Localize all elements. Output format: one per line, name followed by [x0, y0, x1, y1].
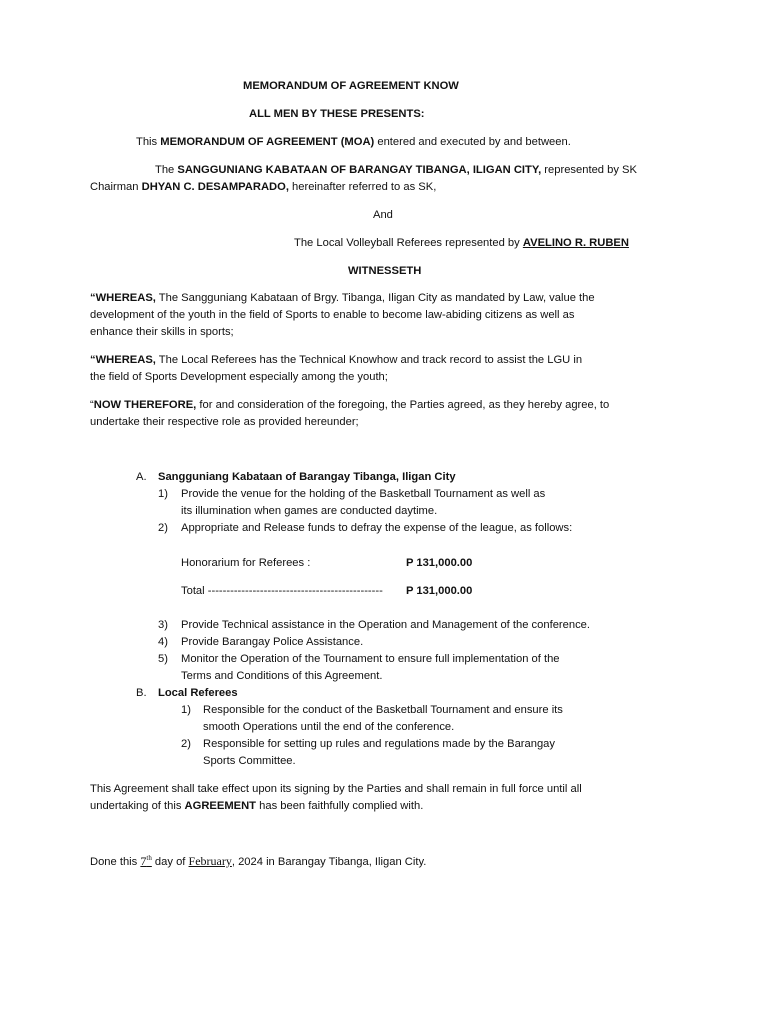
section-a-item-1-num: 1) [158, 488, 168, 500]
now-therefore-line-2: undertake their respective role as provided hereunder; [90, 416, 359, 428]
section-a-item-1-line-1: Provide the venue for the holding of the Basketball Tournament as well as [181, 488, 546, 500]
party1-name: SANGGUNIANG KABATAAN OF BARANGAY TIBANGA, ILIGAN CITY, [177, 164, 542, 176]
done-day-suffix: th [146, 854, 152, 862]
effect-line2-pre: undertaking of this [90, 800, 185, 812]
whereas2-line-2: the field of Sports Development especially among the youth; [90, 371, 388, 383]
section-b-item-1-line-2: smooth Operations until the end of the conference. [203, 721, 455, 733]
chairman-name: DHYAN C. DESAMPARADO, [141, 181, 289, 193]
section-b-heading: Local Referees [158, 687, 238, 699]
party1-pre: The [155, 164, 178, 176]
done-mid: day of [151, 856, 189, 868]
effect-line2-post: has been faithfully complied with. [256, 800, 424, 812]
section-b-item-2-line-2: Sports Committee. [203, 755, 296, 767]
honorarium-label: Honorarium for Referees : [181, 557, 311, 569]
party2-name: AVELINO R. RUBEN [522, 237, 629, 249]
intro-post: entered and executed by and between. [374, 136, 571, 148]
done-day [140, 854, 151, 868]
section-a-item-3-line-1: Provide Technical assistance in the Operation and Management of the conference. [181, 619, 591, 631]
whereas2-line-1 [90, 352, 582, 369]
section-b-item-1-line-1: Responsible for the conduct of the Basketball Tournament and ensure its [203, 704, 563, 716]
effect-line-1: This Agreement shall take effect upon its signing by the Parties and shall remain in full force until all [90, 783, 582, 795]
done-day-number: 7 [140, 854, 147, 868]
party1-line-2 [90, 179, 436, 196]
moa-term: MEMORANDUM OF AGREEMENT (MOA) [160, 136, 375, 148]
section-a-heading: Sangguniang Kabataan of Barangay Tibanga, Iligan City [158, 471, 456, 483]
whereas1-text-1: The Sangguniang Kabataan of Brgy. Tibanga, Iligan City as mandated by Law, value the [155, 292, 595, 304]
whereas2-text-1: The Local Referees has the Technical Knowhow and track record to assist the LGU in [155, 354, 583, 366]
now-therefore-text-1: for and consideration of the foregoing, the Parties agreed, as they hereby agree, to [196, 399, 610, 411]
section-a-item-2-line-1: Appropriate and Release funds to defray the expense of the league, as follows: [181, 522, 573, 534]
section-a-item-3-num: 3) [158, 619, 168, 631]
done-line [90, 853, 426, 871]
whereas1-label: “WHEREAS, [90, 292, 156, 304]
party1-post: represented by SK [541, 164, 637, 176]
now-therefore-label: NOW THEREFORE, [93, 399, 197, 411]
done-month: February [188, 854, 232, 868]
done-post: , 2024 in Barangay Tibanga, Iligan City. [231, 856, 427, 868]
party1-line2-pre: Chairman [90, 181, 142, 193]
party2-pre: The Local Volleyball Referees represented by [294, 237, 523, 249]
section-b-item-2-num: 2) [181, 738, 191, 750]
section-a-marker: A. [136, 471, 147, 483]
intro-pre: This [136, 136, 161, 148]
whereas1-line-1 [90, 290, 595, 307]
total-label: Total ----------------------------------------------- [181, 585, 383, 597]
intro-paragraph [136, 134, 571, 151]
party1-line2-post: hereinafter referred to as SK, [288, 181, 437, 193]
done-pre: Done this [90, 856, 141, 868]
total-amount: P 131,000.00 [406, 585, 473, 597]
section-a-item-5-line-1: Monitor the Operation of the Tournament to ensure full implementation of the [181, 653, 560, 665]
title-line-1: MEMORANDUM OF AGREEMENT KNOW [243, 80, 459, 92]
section-a-item-2-num: 2) [158, 522, 168, 534]
effect-line-2 [90, 798, 423, 815]
and-label: And [373, 209, 393, 221]
section-b-item-1-num: 1) [181, 704, 191, 716]
now-therefore-line-1 [90, 397, 609, 414]
section-a-item-1-line-2: its illumination when games are conducted daytime. [181, 505, 438, 517]
title-line-2: ALL MEN BY THESE PRESENTS: [249, 108, 425, 120]
section-b-marker: B. [136, 687, 147, 699]
section-b-item-2-line-1: Responsible for setting up rules and regulations made by the Barangay [203, 738, 556, 750]
whereas1-line-3: enhance their skills in sports; [90, 326, 234, 338]
section-a-item-5-num: 5) [158, 653, 168, 665]
now-therefore-quote: “ [90, 399, 94, 411]
witnesseth-heading: WITNESSETH [348, 265, 422, 277]
section-a-item-4-line-1: Provide Barangay Police Assistance. [181, 636, 364, 648]
agreement-term: AGREEMENT [184, 800, 257, 812]
party2-line [294, 235, 629, 252]
whereas1-line-2: development of the youth in the field of Sports to enable to become law-abiding citizens as well as [90, 309, 575, 321]
honorarium-amount: P 131,000.00 [406, 557, 473, 569]
section-a-item-5-line-2: Terms and Conditions of this Agreement. [181, 670, 383, 682]
party1-line-1 [155, 162, 637, 179]
whereas2-label: “WHEREAS, [90, 354, 156, 366]
section-a-item-4-num: 4) [158, 636, 168, 648]
